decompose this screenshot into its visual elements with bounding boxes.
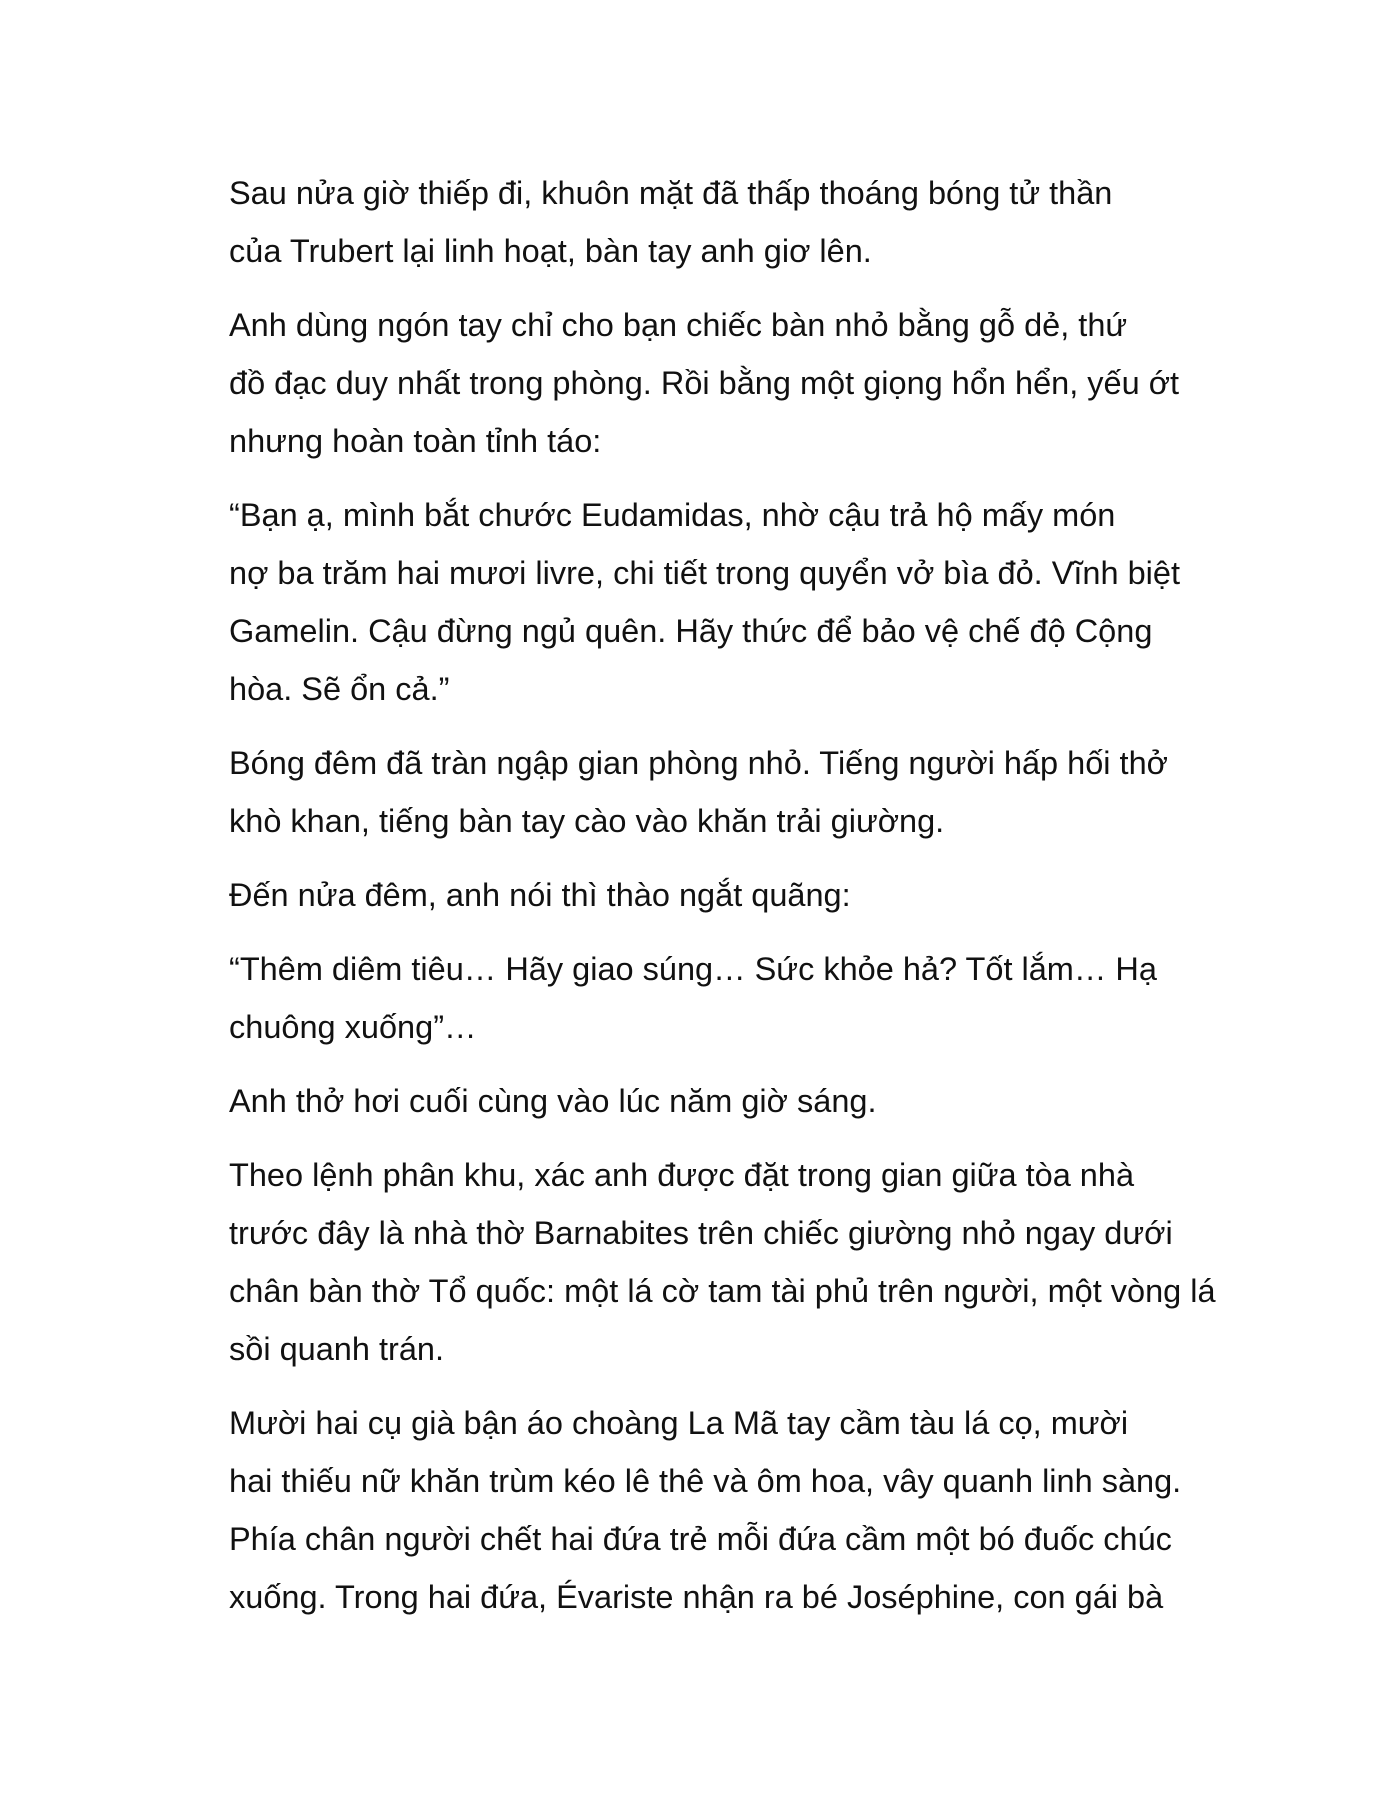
text-line: “Thêm diêm tiêu… Hãy giao súng… Sức khỏe hả? Tốt lắm… Hạ — [229, 951, 1157, 987]
text-line: đồ đạc duy nhất trong phòng. Rồi bằng một giọng hổn hển, yếu ớt — [229, 365, 1180, 401]
document-body — [174, 164, 1216, 1642]
paragraph-6 — [174, 940, 1210, 1056]
text-line: hòa. Sẽ ổn cả.” — [229, 671, 450, 707]
text-line: của Trubert lại linh hoạt, bàn tay anh giơ lên. — [229, 233, 872, 269]
paragraph-1 — [174, 164, 1210, 280]
text-line: xuống. Trong hai đứa, Évariste nhận ra bé Joséphine, con gái bà — [229, 1579, 1164, 1615]
paragraph-9 — [174, 1394, 1210, 1626]
text-line: chuông xuống”… — [229, 1009, 477, 1045]
paragraph-5 — [174, 866, 1210, 924]
text-line: Anh thở hơi cuối cùng vào lúc năm giờ sáng. — [229, 1083, 877, 1119]
text-line: nợ ba trăm hai mươi livre, chi tiết trong quyển vở bìa đỏ. Vĩnh biệt — [229, 555, 1181, 591]
paragraph-8 — [174, 1146, 1216, 1378]
text-line: Anh dùng ngón tay chỉ cho bạn chiếc bàn nhỏ bằng gỗ dẻ, thứ — [229, 307, 1128, 343]
text-line: Gamelin. Cậu đừng ngủ quên. Hãy thức để bảo vệ chế độ Cộng — [229, 613, 1153, 649]
text-line: hai thiếu nữ khăn trùm kéo lê thê và ôm hoa, vây quanh linh sàng. — [229, 1463, 1182, 1499]
text-line: chân bàn thờ Tổ quốc: một lá cờ tam tài phủ trên người, một vòng lá — [229, 1273, 1216, 1309]
text-line: Mười hai cụ già bận áo choàng La Mã tay cầm tàu lá cọ, mười — [229, 1405, 1129, 1441]
text-line: Phía chân người chết hai đứa trẻ mỗi đứa cầm một bó đuốc chúc — [229, 1521, 1172, 1557]
text-line: Theo lệnh phân khu, xác anh được đặt trong gian giữa tòa nhà — [229, 1157, 1135, 1193]
paragraph-4 — [174, 734, 1210, 850]
text-line: trước đây là nhà thờ Barnabites trên chiếc giường nhỏ ngay dưới — [229, 1215, 1173, 1251]
paragraph-2 — [174, 296, 1210, 470]
text-line: Bóng đêm đã tràn ngập gian phòng nhỏ. Tiếng người hấp hối thở — [229, 745, 1168, 781]
paragraph-7 — [174, 1072, 1210, 1130]
text-line: “Bạn ạ, mình bắt chước Eudamidas, nhờ cậu trả hộ mấy món — [229, 497, 1116, 533]
text-line: sồi quanh trán. — [229, 1331, 445, 1367]
paragraph-3 — [174, 486, 1210, 718]
text-line: nhưng hoàn toàn tỉnh táo: — [229, 423, 602, 459]
text-line: Đến nửa đêm, anh nói thì thào ngắt quãng: — [229, 877, 851, 913]
text-line: khò khan, tiếng bàn tay cào vào khăn trải giường. — [229, 803, 945, 839]
text-line: Sau nửa giờ thiếp đi, khuôn mặt đã thấp thoáng bóng tử thần — [229, 175, 1113, 211]
